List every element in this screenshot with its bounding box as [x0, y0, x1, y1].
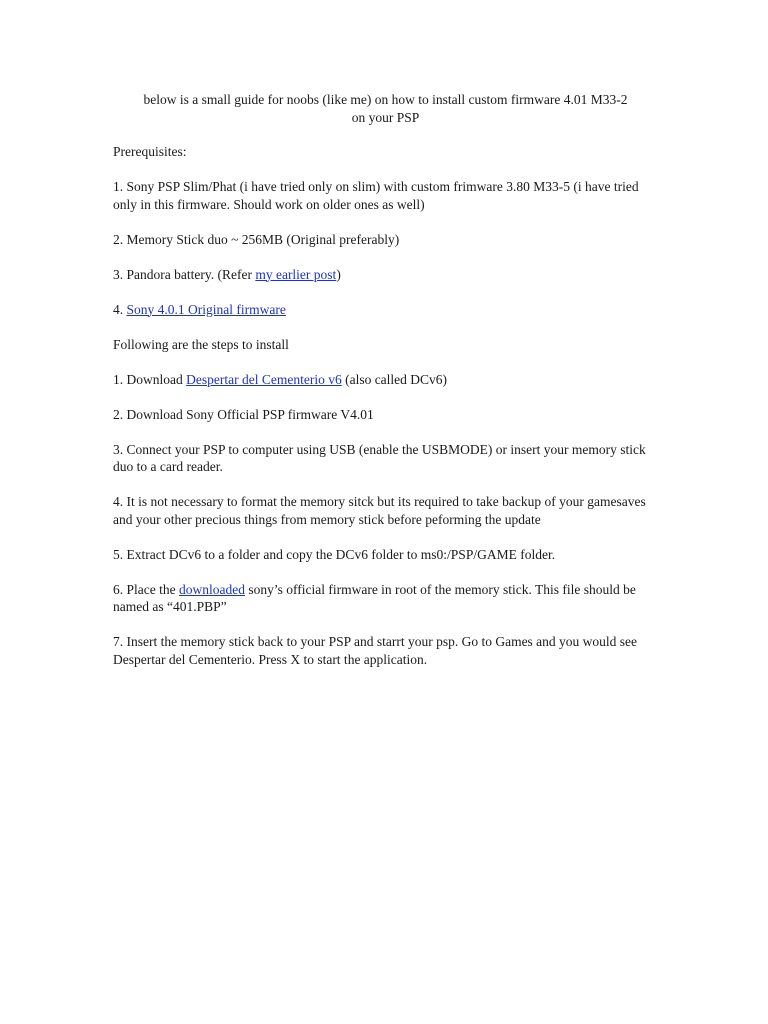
sony-firmware-link[interactable]: Sony 4.0.1 Original firmware	[126, 301, 286, 317]
step-3: 3. Connect your PSP to computer using USB (enable the USBMODE) or insert your memory stick duo to a card reader.	[113, 441, 646, 474]
step-1-text: 1. Download	[113, 371, 187, 387]
downloaded-link[interactable]: downloaded	[178, 581, 245, 597]
prereq-item-3	[113, 266, 658, 284]
prereq-item-4	[113, 301, 658, 319]
earlier-post-link[interactable]: my earlier post	[255, 266, 337, 282]
document-body	[113, 91, 658, 686]
prerequisites-heading: Prerequisites:	[113, 144, 187, 159]
step-4: 4. It is not necessary to format the memory sitck but its required to take backup of your gamesaves and your other precious things from memory stick before peforming the update	[113, 494, 646, 527]
title-line-1: below is a small guide for noobs (like me) on how to install custom firmware 4.01 M33-2	[143, 92, 628, 107]
step-6	[113, 581, 658, 616]
step-6-suffix: sony’s official firmware in root of the memory stick. This file should be named as “401.PBP”	[113, 581, 636, 614]
step-1	[113, 371, 658, 389]
document-title	[113, 91, 658, 126]
steps-heading: Following are the steps to install	[113, 336, 289, 352]
step-5: 5. Extract DCv6 to a folder and copy the DCv6 folder to ms0:/PSP/GAME folder.	[113, 546, 556, 562]
prereq-item-1: 1. Sony PSP Slim/Phat (i have tried only on slim) with custom frimware 3.80 M33-5 (i have tried only in this firmware. Should work on older ones as well)	[113, 179, 639, 212]
dcv6-link[interactable]: Despertar del Cementerio v6	[186, 371, 342, 387]
step-7: 7. Insert the memory stick back to your PSP and starrt your psp. Go to Games and you would see Despertar del Cementerio. Press X to start the application.	[113, 634, 638, 667]
prereq-item-3-text: 3. Pandora battery. (Refer	[113, 266, 256, 282]
prereq-item-4-number: 4.	[113, 301, 127, 317]
prereq-item-3-suffix: )	[336, 266, 341, 282]
step-1-suffix: (also called DCv6)	[341, 371, 448, 387]
title-line-2: on your PSP	[351, 109, 420, 125]
prereq-item-2: 2. Memory Stick duo ~ 256MB (Original preferably)	[113, 231, 400, 247]
step-6-text: 6. Place the	[113, 581, 179, 597]
step-2: 2. Download Sony Official PSP firmware V4.01	[113, 406, 374, 422]
